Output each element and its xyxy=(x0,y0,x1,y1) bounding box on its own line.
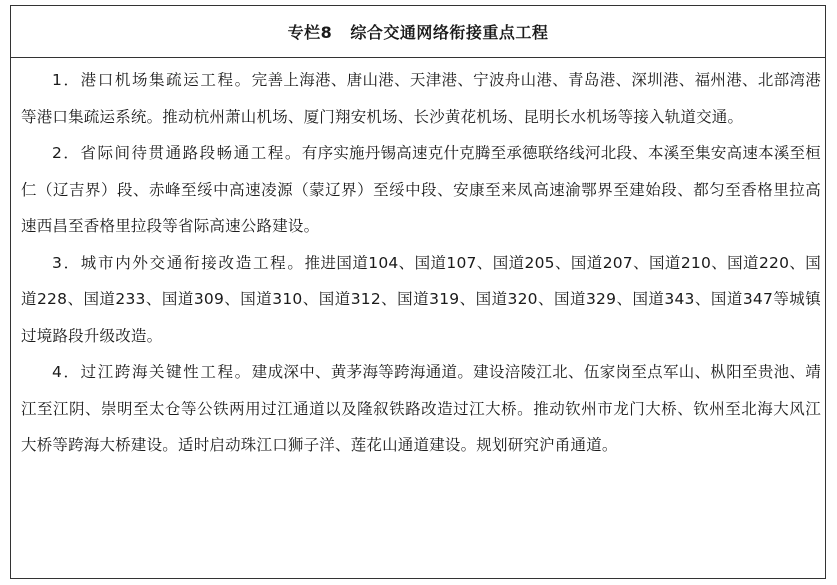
column-header xyxy=(11,6,825,58)
project-item-4 xyxy=(21,354,821,464)
project-text: 建成深中、黄茅海等跨海通道。建设涪陵江北、伍家岗至点军山、枞阳至贵池、靖江至江阴、崇明至太仓等公铁两用过江通道以及隆叙铁路改造过江大桥。推动钦州市龙门大桥、钦州至北海大风江大桥等跨海大桥建设。适时启动珠江口狮子洋、莲花山通道建设。规划研究沪甬通道。 xyxy=(21,363,821,454)
column-number: 专栏8 xyxy=(287,23,333,42)
column-title: 综合交通网络衔接重点工程 xyxy=(350,23,549,42)
project-item-3 xyxy=(21,245,821,355)
column-box xyxy=(10,5,826,579)
project-heading: 2．省际间待贯通路段畅通工程。 xyxy=(52,144,302,162)
column-body xyxy=(11,58,825,464)
project-text: 推进国道104、国道107、国道205、国道207、国道210、国道220、国道228、国道233、国道309、国道310、国道312、国道319、国道320、国道329、国道343、国道347等城镇过境路段升级改造。 xyxy=(21,253,821,345)
project-item-2 xyxy=(21,135,821,245)
project-text: 有序实施丹锡高速克什克腾至承德联络线河北段、本溪至集安高速本溪至桓仁（辽吉界）段、赤峰至绥中高速凌源（蒙辽界）至绥中段、安康至来凤高速渝鄂界至建始段、都匀至香格里拉高速西昌至香格里拉段等省际高速公路建设。 xyxy=(21,144,821,235)
project-heading: 3．城市内外交通衔接改造工程。 xyxy=(52,253,305,272)
project-item-1 xyxy=(21,62,821,135)
project-text: 完善上海港、唐山港、天津港、宁波舟山港、青岛港、深圳港、福州港、北部湾港等港口集疏运系统。推动杭州萧山机场、厦门翔安机场、长沙黄花机场、昆明长水机场等接入轨道交通。 xyxy=(21,71,821,126)
project-heading: 4．过江跨海关键性工程。 xyxy=(52,363,252,381)
project-heading: 1．港口机场集疏运工程。 xyxy=(52,71,252,89)
